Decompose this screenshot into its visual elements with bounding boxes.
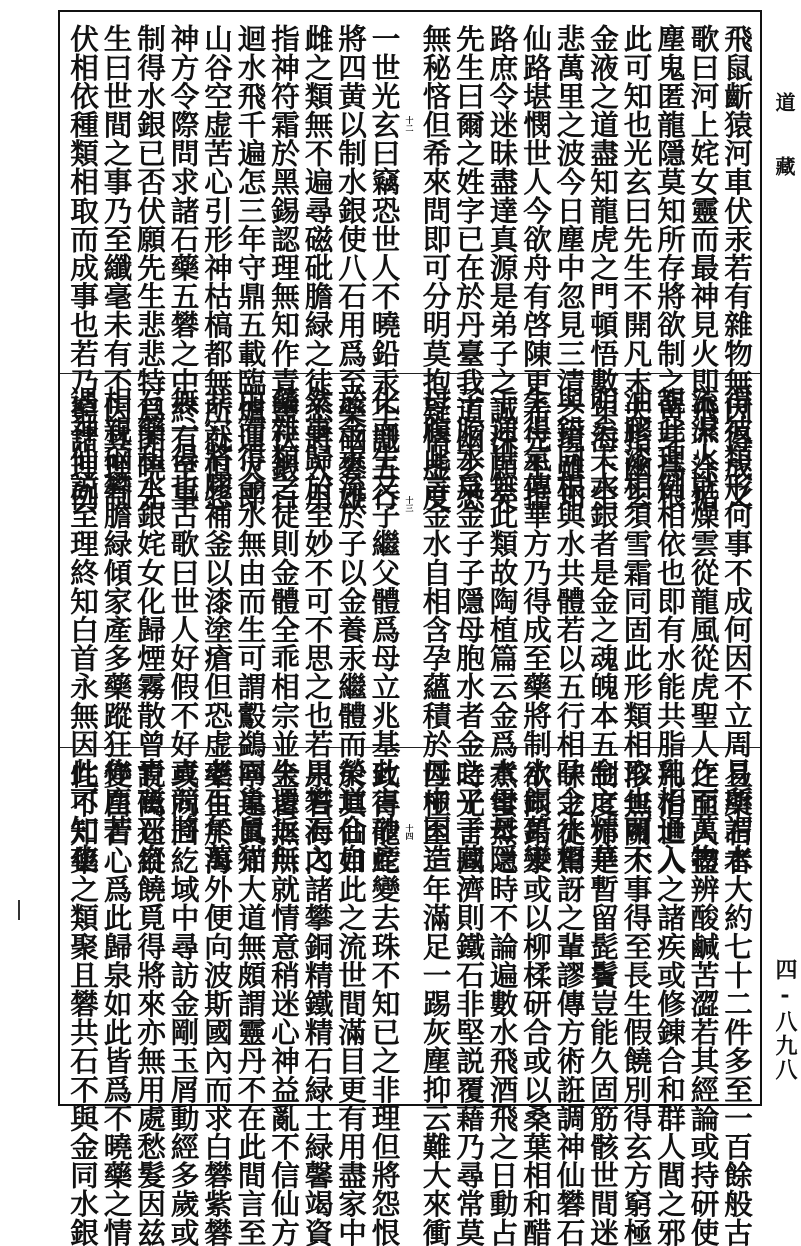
text-column: 一世光玄曰竊恐世人不曉鉛汞不識五行 [367,24,402,511]
text-column: 制得水銀已否伏願先生悲悲特爲開曉先 [133,24,167,511]
text-column: 與鉛同根與水共體若以五行相孕金水相 [552,386,587,873]
text-column: 煮蜜蒸之時不論遍數水飛酒飛之日動占 [485,760,520,1246]
text-column: 生曰世間之事乃至纖毫未有不因其理制 [99,24,134,511]
text-column: 無秘悋但希來問即可分明莫抱疑情虚度 [418,24,453,511]
text-column: 流濕火就燥雲從龍風從虎聖人作而萬物 [686,386,721,873]
text-column: 路庶令迷昧盡達真源是弟子之誠深願矣 [485,24,520,511]
text-column: 神方令際問求諸石藥五礬之中終有至事 [166,24,201,511]
text-column: 且藥石者大約七十二件多至一百餘般古 [720,760,754,1246]
text-column: 欲同鉛汞或以柳楺研合或以桑葉相和醋 [519,760,553,1246]
text-column: 藥雜類之徒則金體全乖相宗並失還返無 [267,386,301,873]
text-column: 得彼類形何事不成何因不立周易所謂水 [720,386,754,873]
text-column: 無一得也古歌曰世人好假不好真競將 [166,386,201,844]
text-column: 先生曰爾之姓字已在於丹臺我道幽玄悉 [452,24,486,511]
text-column: 歌曰河上姹女靈而最神見火即飛不涂垢 [686,24,721,511]
text-column: 相親硇礬膽緑傾家產多藥蹤狂作塵若 [99,386,134,844]
text-column: 之至人盡辨酸鹹苦澀若其經論或持研使 [686,760,721,1246]
text-column: 昧之徒驚訝之輩謬傳方術誑調神仙礬石 [552,760,587,1246]
text-column: 塵鬼匿龍隱莫知所存將欲制之黄芽爲根 [653,24,687,511]
text-column: 藥生於海外便向波斯國內而求白礬紫礬 [200,760,234,1246]
text-column: 伏相依種類相取而成事也若乃窮諸理例 [66,24,100,511]
text-column: 千通世無此類故陶植篇云金爲水母母隱 [485,386,520,873]
text-column: 明矣夫水銀者是金之魂魄本五金之精華 [586,386,620,873]
text-column: 於其仙如此之流世間滿目更有用盡家中 [334,760,368,1246]
folio-number: 十四 [405,824,415,840]
text-column: 此可知也光玄曰先生不開凡末夫指幽玄 [619,24,654,511]
text-column: 覩此理例相依也即有水能共脂乳相通入 [653,386,687,873]
text-column: 金皆無所就情意稍迷心神益亂不信仙方 [267,760,301,1246]
page-number: 四-八九八 [772,958,798,1082]
text-column: 由而得金水無由而生可謂鷇鷁同巢鼠猫 [233,386,268,873]
text-column: 變白苦心爲此歸泉如此皆爲不曉藥之情 [99,760,134,1246]
text-column: 母腹此言金水自相含孕蘊積於母中因造 [418,386,453,873]
text-column: 化而生又子繼父體爲母立兆基此言砂產 [367,386,402,873]
folio-number: 十二 [405,116,415,132]
collection-title: 道藏 [772,92,796,220]
text-column: 或向回紇域中尋訪金剛玉屑動經多歲或 [166,760,201,1246]
text-column: 油膠漆相須雪霜同固此形類相取也可不 [619,386,654,873]
text-column: 遇神仙説至理終知白首永無因此可知也 [66,386,100,873]
text-column: 致得龍蛇變去珠不知已之非理但將怨恨 [367,760,402,1246]
text-column: 將四黄以制水銀使八石用爲至藥硇礬雄 [334,24,368,511]
text-column: 匹極至三年滿足一踢灰塵抑云難大來衝 [418,760,453,1246]
text-column: 性不知藥之類聚且礬共石不與金同水銀 [66,760,100,1246]
text-column: 於金汞流於子以金養汞繼體而榮道合自 [334,386,368,873]
column-block [66,760,754,1246]
page-frame [58,10,762,1246]
text-column: 用治世人之諸疾或修錬合和群人閭之邪 [653,760,687,1246]
text-column: 金液之道盡知龍虎之門頓悟數年海上空 [586,24,620,511]
text-column: 迴水飛千遍怎三年守鼎五載臨爐運火即 [233,24,268,511]
text-column: 然事歸於至妙不可不思之也若用礬石之 [300,386,335,873]
folio-gutter [403,386,417,737]
text-column: 仙路堪憫世人今欲舟有啓陳更希先生指 [519,24,553,511]
text-column: 石藥和水銀姹女化歸煙霧散曾青磁石自 [133,386,167,873]
text-column: 飛鼠齗猿河車伏汞若有雜物無因得成又 [720,24,754,511]
text-column: 生得氣傳華方乃得成至藥將制水銀萬變 [519,386,553,873]
folio-gutter [403,760,417,1094]
text-column: 沴無關大事得至長生假饒別得玄方窮極 [619,760,654,1246]
text-column: 子胎水爲金子子隱母胞水者金之子子藏 [452,386,486,873]
margin-tick [18,900,20,920]
folio-gutter [403,24,417,363]
folio-number: 十三 [405,496,415,512]
text-column: 悲萬里之波今日塵中忽見三清之境雖知 [552,24,587,511]
text-column: 共穴將膠補釜以漆塗瘡但恐虚老百年萬 [200,386,234,873]
text-column: 寧違眞知大道無頗謂靈丹不在此間言至 [233,760,268,1246]
text-column: 時光言固濟則鐵石非堅説覆藉乃尋常莫 [452,760,486,1246]
text-column: 雌之類無不遍尋磁砒膽緑之徒悉將入用 [300,24,335,511]
text-column: 泉石海內諸攀銅精鐵精石緑土緑馨竭資 [300,760,335,1246]
text-column: 制度亦是暫留髭鬢豈能久固筋骸世間迷 [586,760,620,1246]
text-column: 山谷空虚苦心引形神枯槁都無所就但怨 [200,24,234,511]
text-column: 指神符霜於黑錫認理無知作青鹽伏鍛百 [267,24,301,511]
register-bottom [60,748,760,1246]
text-column: 説萬迷縱饒覓得將來亦無用處愁髮因兹 [133,760,167,1246]
